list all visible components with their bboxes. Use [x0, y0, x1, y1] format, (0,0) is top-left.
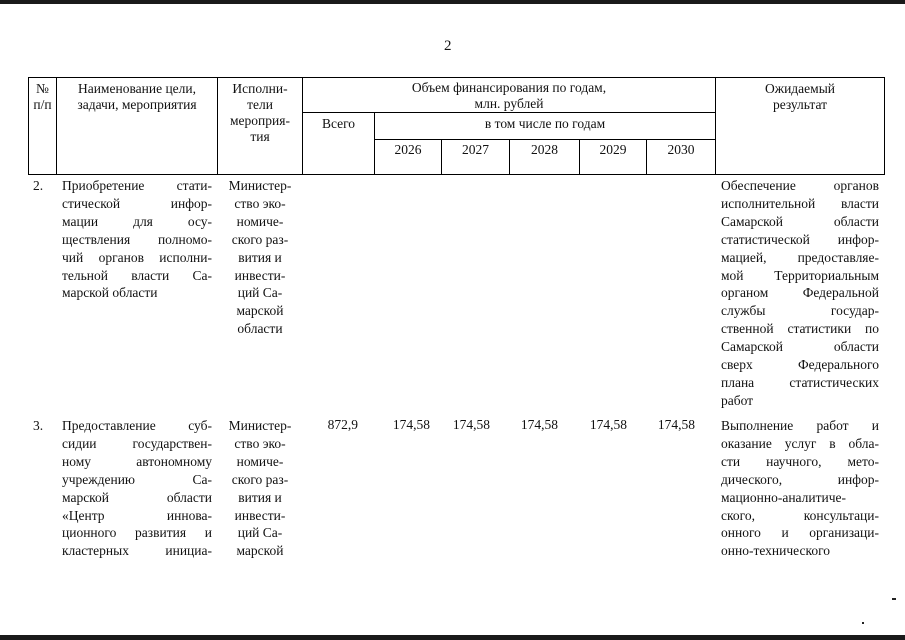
text-line: онного и организаци-: [721, 525, 879, 541]
text-line: мой Территориальным: [721, 267, 879, 283]
text-line: сти научного, мето-: [721, 453, 879, 469]
text-line: ство эко-: [234, 435, 286, 451]
text-line: Обеспечение органов: [721, 178, 879, 193]
text-line: марской: [236, 543, 284, 559]
header-by-years: в том числе по годам: [484, 116, 606, 131]
row-total: 872,9: [327, 417, 358, 432]
text-line: сверх Федерального: [721, 357, 879, 373]
row-number: 3.: [33, 418, 44, 433]
text-line: ществления полномо-: [62, 231, 212, 247]
text-line: мацией, предоставляе-: [721, 249, 879, 265]
text-line: ному автономному: [62, 453, 212, 469]
text-line: тельной власти Са-: [62, 267, 212, 283]
grid-line: [302, 112, 716, 113]
text-line: вития и: [238, 489, 282, 505]
text-line: работ: [721, 392, 754, 408]
text-line: Предоставление суб-: [62, 418, 212, 433]
row-year-2030: 174,58: [657, 417, 695, 432]
text-line: чий органов исполни-: [62, 249, 212, 265]
row-executor: [220, 177, 300, 338]
scan-speck: [892, 598, 896, 600]
text-line: Самарской области: [721, 213, 879, 229]
row-number: 2.: [33, 178, 44, 193]
scan-edge-top: [0, 0, 905, 4]
text-line: статистической инфор-: [721, 231, 879, 247]
row-result: [721, 417, 879, 560]
text-line: «Центр иннова-: [62, 507, 212, 523]
text-line: ского раз-: [231, 471, 289, 487]
text-line: стической инфор-: [62, 195, 212, 211]
grid-line: [884, 78, 885, 175]
grid-line: [29, 174, 885, 175]
text-line: исполнительной власти: [721, 195, 879, 211]
text-line: ственной статистики по: [721, 321, 879, 337]
scan-speck: [862, 622, 864, 624]
text-line: органом Федеральной: [721, 285, 879, 301]
header-year-2027: 2027: [462, 142, 489, 157]
text-line: учреждению Са-: [62, 471, 212, 487]
row-name: [62, 177, 212, 302]
text-line: марской области: [62, 285, 158, 301]
text-line: Выполнение работ и: [721, 418, 879, 433]
text-line: службы государ-: [721, 303, 879, 319]
row-year-2027: 174,58: [452, 417, 490, 432]
text-line: марской области: [62, 489, 212, 505]
text-line: Министер-: [228, 178, 292, 193]
header-year-2026: 2026: [394, 142, 422, 157]
header-number: № п/п: [33, 81, 52, 112]
text-line: мационно-аналитиче-: [721, 489, 847, 505]
text-line: дического, инфор-: [721, 471, 879, 487]
text-line: номиче-: [236, 213, 284, 229]
header-name: Наименование цели, задачи, мероприятия: [77, 81, 197, 112]
text-line: оказание услуг в обла-: [721, 435, 879, 451]
text-line: области: [237, 321, 283, 337]
page-number: 2: [444, 38, 452, 54]
text-line: ство эко-: [234, 195, 286, 211]
text-line: онно-технического: [721, 543, 831, 559]
text-line: вития и: [238, 249, 282, 265]
text-line: кластерных инициа-: [62, 543, 212, 559]
text-line: номиче-: [236, 453, 284, 469]
header-total: Всего: [321, 116, 356, 131]
text-line: ского, консультаци-: [721, 507, 879, 523]
text-line: ского раз-: [231, 231, 289, 247]
text-line: ционного развития и: [62, 525, 212, 541]
text-line: ций Са-: [237, 525, 283, 541]
header-year-2028: 2028: [531, 142, 558, 157]
row-year-2028: 174,58: [520, 417, 558, 432]
text-line: марской: [236, 303, 284, 319]
text-line: мации для осу-: [62, 213, 212, 229]
text-line: сидии государствен-: [62, 435, 212, 451]
row-year-2029: 174,58: [589, 417, 627, 432]
text-line: инвести-: [234, 507, 286, 523]
text-line: плана статистических: [721, 374, 879, 390]
row-result: [721, 177, 879, 410]
scan-edge-bottom: [0, 635, 905, 640]
text-line: Самарской области: [721, 339, 879, 355]
text-line: Министер-: [228, 418, 292, 433]
row-year-2026: 174,58: [392, 417, 430, 432]
header-funding: Объем финансирования по годам, млн. рублей: [411, 80, 607, 111]
text-line: Приобретение стати-: [62, 178, 212, 193]
header-executor: Исполни- тели мероприя- тия: [230, 81, 290, 144]
header-year-2030: 2030: [667, 142, 695, 157]
text-line: инвести-: [234, 267, 286, 283]
table-header: [28, 77, 885, 175]
row-executor: [220, 417, 300, 560]
header-year-2029: 2029: [599, 142, 627, 157]
header-result: Ожидаемый результат: [765, 81, 835, 112]
grid-line: [374, 139, 716, 140]
text-line: ций Са-: [237, 285, 283, 301]
row-name: [62, 417, 212, 560]
